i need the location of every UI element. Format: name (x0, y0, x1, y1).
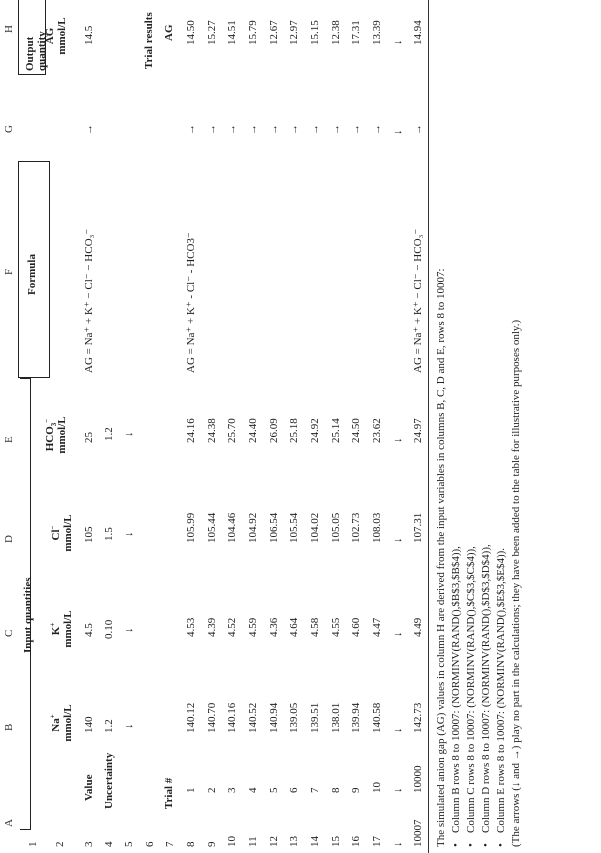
ag-unit: mmol/L (56, 17, 68, 55)
value-ag: 14.5 (83, 25, 95, 45)
trial-k: 4.58 (309, 617, 321, 637)
trial-hco3: 23.62 (371, 418, 383, 443)
trial-na: 140.70 (206, 702, 218, 733)
trial-cl: 105.99 (185, 512, 197, 543)
trial-number: 5 (268, 787, 280, 793)
trial-na: ↓ (392, 727, 404, 733)
trial-hco3: 24.40 (247, 418, 259, 443)
uncertainty-na: 1.2 (103, 719, 115, 733)
hco3-unit: mmol/L (56, 416, 68, 454)
row-number: 11 (247, 836, 259, 847)
column-letter-b: B (3, 723, 15, 731)
row-number: 8 (185, 841, 197, 847)
column-letters-row (2, 0, 18, 853)
down-arrow: ↓ (123, 627, 135, 633)
trial-ag: 12.38 (330, 20, 342, 45)
trial-k: 4.55 (330, 617, 342, 637)
uncertainty-cl: 1.5 (103, 527, 115, 541)
trial-cl: 107.31 (412, 512, 424, 543)
trial-results-heading: Trial results (143, 12, 155, 69)
row-number: 12 (268, 836, 280, 847)
row-number: 2 (54, 841, 66, 847)
row-number: ↓ (392, 841, 404, 847)
na-symbol: Na (50, 718, 62, 732)
input-quantities-heading: Input quantities (22, 577, 34, 653)
trial-ag-heading: AG (163, 24, 175, 41)
trial-formula: AG = Na⁺ + K⁺ - Cl⁻ - HCO3⁻ (185, 232, 197, 373)
trial-na: 138.01 (330, 702, 342, 733)
trial-hco3: 26.09 (268, 418, 280, 443)
trial-arrow: → (330, 124, 342, 135)
trial-k: 4.59 (247, 617, 259, 637)
cl-symbol: Cl (50, 529, 62, 541)
trial-row (411, 0, 427, 853)
row-number: 6 (144, 841, 156, 847)
hco3-header (44, 405, 68, 465)
down-arrow: ↓ (123, 723, 135, 729)
trial-cl: ↓ (392, 537, 404, 543)
trial-cl: 108.03 (371, 512, 383, 543)
trial-arrow: → (288, 124, 300, 135)
uncertainty-k: 0.10 (103, 619, 115, 639)
trial-row (225, 0, 241, 853)
row-number: 3 (83, 841, 95, 847)
trial-number: 1 (185, 787, 197, 793)
trial-hco3: 24.97 (412, 418, 424, 443)
trial-number: 7 (309, 787, 321, 793)
trial-na: 139.05 (288, 702, 300, 733)
trial-arrow: → (206, 124, 218, 135)
na-charge: + (48, 714, 57, 719)
trial-cl: 104.92 (247, 512, 259, 543)
trial-number: 3 (226, 787, 238, 793)
hco3-subscript: 3 (50, 422, 59, 427)
trial-arrow: → (185, 124, 197, 135)
trial-row (370, 0, 386, 853)
trial-arrow: → (268, 124, 280, 135)
trial-formula: AG = Na⁺ + K⁺ − Cl⁻ − HCO₃⁻ (412, 228, 424, 373)
trial-number: 10000 (412, 765, 424, 793)
trial-ag: 13.39 (371, 20, 383, 45)
trial-number: 2 (206, 787, 218, 793)
trial-na: 139.94 (350, 702, 362, 733)
trial-cl: 104.02 (309, 512, 321, 543)
trial-arrow: → (309, 124, 321, 135)
trial-number-heading: Trial # (163, 777, 175, 809)
trial-ag: 12.97 (288, 20, 300, 45)
trial-row (391, 0, 407, 853)
down-arrow: ↓ (123, 431, 135, 437)
trial-k: 4.52 (226, 617, 238, 637)
cl-header (50, 503, 74, 563)
bullet-icon: • (450, 843, 462, 847)
column-letter-e: E (3, 436, 15, 443)
row-number: 10 (226, 836, 238, 847)
row-number: 14 (309, 836, 321, 847)
k-header (50, 599, 74, 659)
trial-number: 4 (247, 787, 259, 793)
trial-na: 140.52 (247, 702, 259, 733)
trial-ag: 14.50 (185, 20, 197, 45)
notes-closing: (The arrows (↓ and →) play no part in the calculations; they have been added to the table for illustrative purposes only.) (510, 319, 522, 847)
notes-intro: The simulated anion gap (AG) values in column H are derived from the input variables in columns B, C, D and E, rows 8 to 10007: (435, 268, 447, 847)
trial-na: 140.58 (371, 702, 383, 733)
trial-number: 9 (350, 787, 362, 793)
row-number: 1 (27, 841, 39, 847)
note-column-c: Column C rows 8 to 10007: (NORMINV(RAND(),$C$3,$C$4)), (465, 546, 477, 833)
trial-na: 139.51 (309, 702, 321, 733)
trial-row (267, 0, 283, 853)
row-number: 7 (164, 841, 176, 847)
bullet-icon: • (465, 843, 477, 847)
cl-unit: mmol/L (62, 514, 74, 552)
trial-row (308, 0, 324, 853)
trial-arrow: → (371, 124, 383, 135)
trial-row (184, 0, 200, 853)
column-letter-g: G (3, 125, 15, 133)
trial-number: 10 (371, 782, 383, 793)
uncertainty-row (102, 0, 118, 853)
column-letter-a: A (3, 819, 15, 827)
na-unit: mmol/L (62, 704, 74, 742)
column-letter-h: H (3, 25, 15, 33)
trial-arrow: → (412, 124, 424, 135)
ag-symbol: AG (44, 27, 56, 45)
row-number: 17 (371, 836, 383, 847)
trial-hco3: 25.18 (288, 418, 300, 443)
trial-arrow: → (247, 124, 259, 135)
trial-na: 140.16 (226, 702, 238, 733)
trial-hco3: 24.50 (350, 418, 362, 443)
trial-na: 140.94 (268, 702, 280, 733)
trial-cl: 105.44 (206, 512, 218, 543)
value-label: Value (83, 774, 95, 801)
trial-k: ↓ (392, 631, 404, 637)
trial-ag: 15.79 (247, 20, 259, 45)
trial-k: 4.36 (268, 617, 280, 637)
note-column-e: Column E rows 8 to 10007: (NORMINV(RAND(),$E$3,$E$4)). (495, 547, 507, 833)
trial-row (287, 0, 303, 853)
row-number: 9 (206, 841, 218, 847)
value-k: 4.5 (83, 623, 95, 637)
trial-arrow: ↓ (392, 129, 404, 135)
trial-arrow: → (350, 124, 362, 135)
trial-cl: 105.54 (288, 512, 300, 543)
note-column-b: Column B rows 8 to 10007: (NORMINV(RAND(),$B$3,$B$4)), (450, 546, 462, 833)
trial-hco3: 24.16 (185, 418, 197, 443)
trial-hco3: 24.92 (309, 418, 321, 443)
k-symbol: K (50, 626, 62, 636)
value-row (82, 0, 98, 853)
value-formula: AG = Na⁺ + K⁺ − Cl⁻ − HCO₃⁻ (83, 228, 95, 373)
trial-hco3: 24.38 (206, 418, 218, 443)
trial-number: 6 (288, 787, 300, 793)
trial-ag: 15.15 (309, 20, 321, 45)
trial-ag: 15.27 (206, 20, 218, 45)
trial-ag: 12.67 (268, 20, 280, 45)
trial-k: 4.60 (350, 617, 362, 637)
column-letter-d: D (3, 535, 15, 543)
trial-number: 8 (330, 787, 342, 793)
trial-hco3: 25.14 (330, 418, 342, 443)
value-hco3: 25 (83, 432, 95, 443)
column-letter-c: C (3, 629, 15, 637)
trial-cl: 106.54 (268, 512, 280, 543)
trial-k: 4.49 (412, 617, 424, 637)
trial-arrow: → (226, 124, 238, 135)
hco3-symbol: HCO (44, 426, 56, 452)
value-arrow: → (83, 124, 95, 135)
trial-row (329, 0, 345, 853)
trial-hco3: ↓ (392, 437, 404, 443)
trial-k: 4.53 (185, 617, 197, 637)
trial-na: 142.73 (412, 702, 424, 733)
column-letter-f: F (3, 268, 15, 275)
trial-na: 140.12 (185, 702, 197, 733)
value-cl: 105 (83, 526, 95, 543)
arrow-row (122, 0, 138, 853)
trial-k: 4.64 (288, 617, 300, 637)
bullet-icon: • (495, 843, 507, 847)
trial-row (349, 0, 365, 853)
value-na: 140 (83, 716, 95, 733)
trial-k: 4.47 (371, 617, 383, 637)
trial-ag: 17.31 (350, 20, 362, 45)
trial-cl: 102.73 (350, 512, 362, 543)
bullet-icon: • (480, 843, 492, 847)
formula-heading: Formula (26, 254, 38, 295)
row-number: 16 (350, 836, 362, 847)
note-column-d: Column D rows 8 to 10007: (NORMINV(RAND(),$D$3,$D$4)), (480, 544, 492, 833)
trial-number: ↓ (392, 787, 404, 793)
row-number: 10007 (412, 819, 424, 847)
down-arrow: ↓ (123, 531, 135, 537)
trial-ag: 14.94 (412, 20, 424, 45)
trial-ag: 14.51 (226, 20, 238, 45)
k-unit: mmol/L (62, 610, 74, 648)
na-header (50, 693, 74, 753)
row-number: 13 (288, 836, 300, 847)
row-number: 15 (330, 836, 342, 847)
trial-ag: ↓ (392, 39, 404, 45)
uncertainty-hco3: 1.2 (103, 427, 115, 441)
output-quantity-heading: Output quantity (24, 31, 48, 71)
ag-output-header (44, 11, 68, 61)
k-charge: + (48, 622, 57, 627)
hco3-charge: − (42, 418, 51, 423)
row-number: 4 (103, 841, 115, 847)
uncertainty-label: Uncertainty (103, 752, 115, 809)
trial-cl: 105.05 (330, 512, 342, 543)
trial-row (246, 0, 262, 853)
cl-charge: − (48, 525, 57, 530)
row-number: 5 (123, 841, 135, 847)
trial-k: 4.39 (206, 617, 218, 637)
table-bottom-rule (428, 0, 429, 853)
trial-cl: 104.46 (226, 512, 238, 543)
trial-hco3: 25.70 (226, 418, 238, 443)
trial-row (205, 0, 221, 853)
